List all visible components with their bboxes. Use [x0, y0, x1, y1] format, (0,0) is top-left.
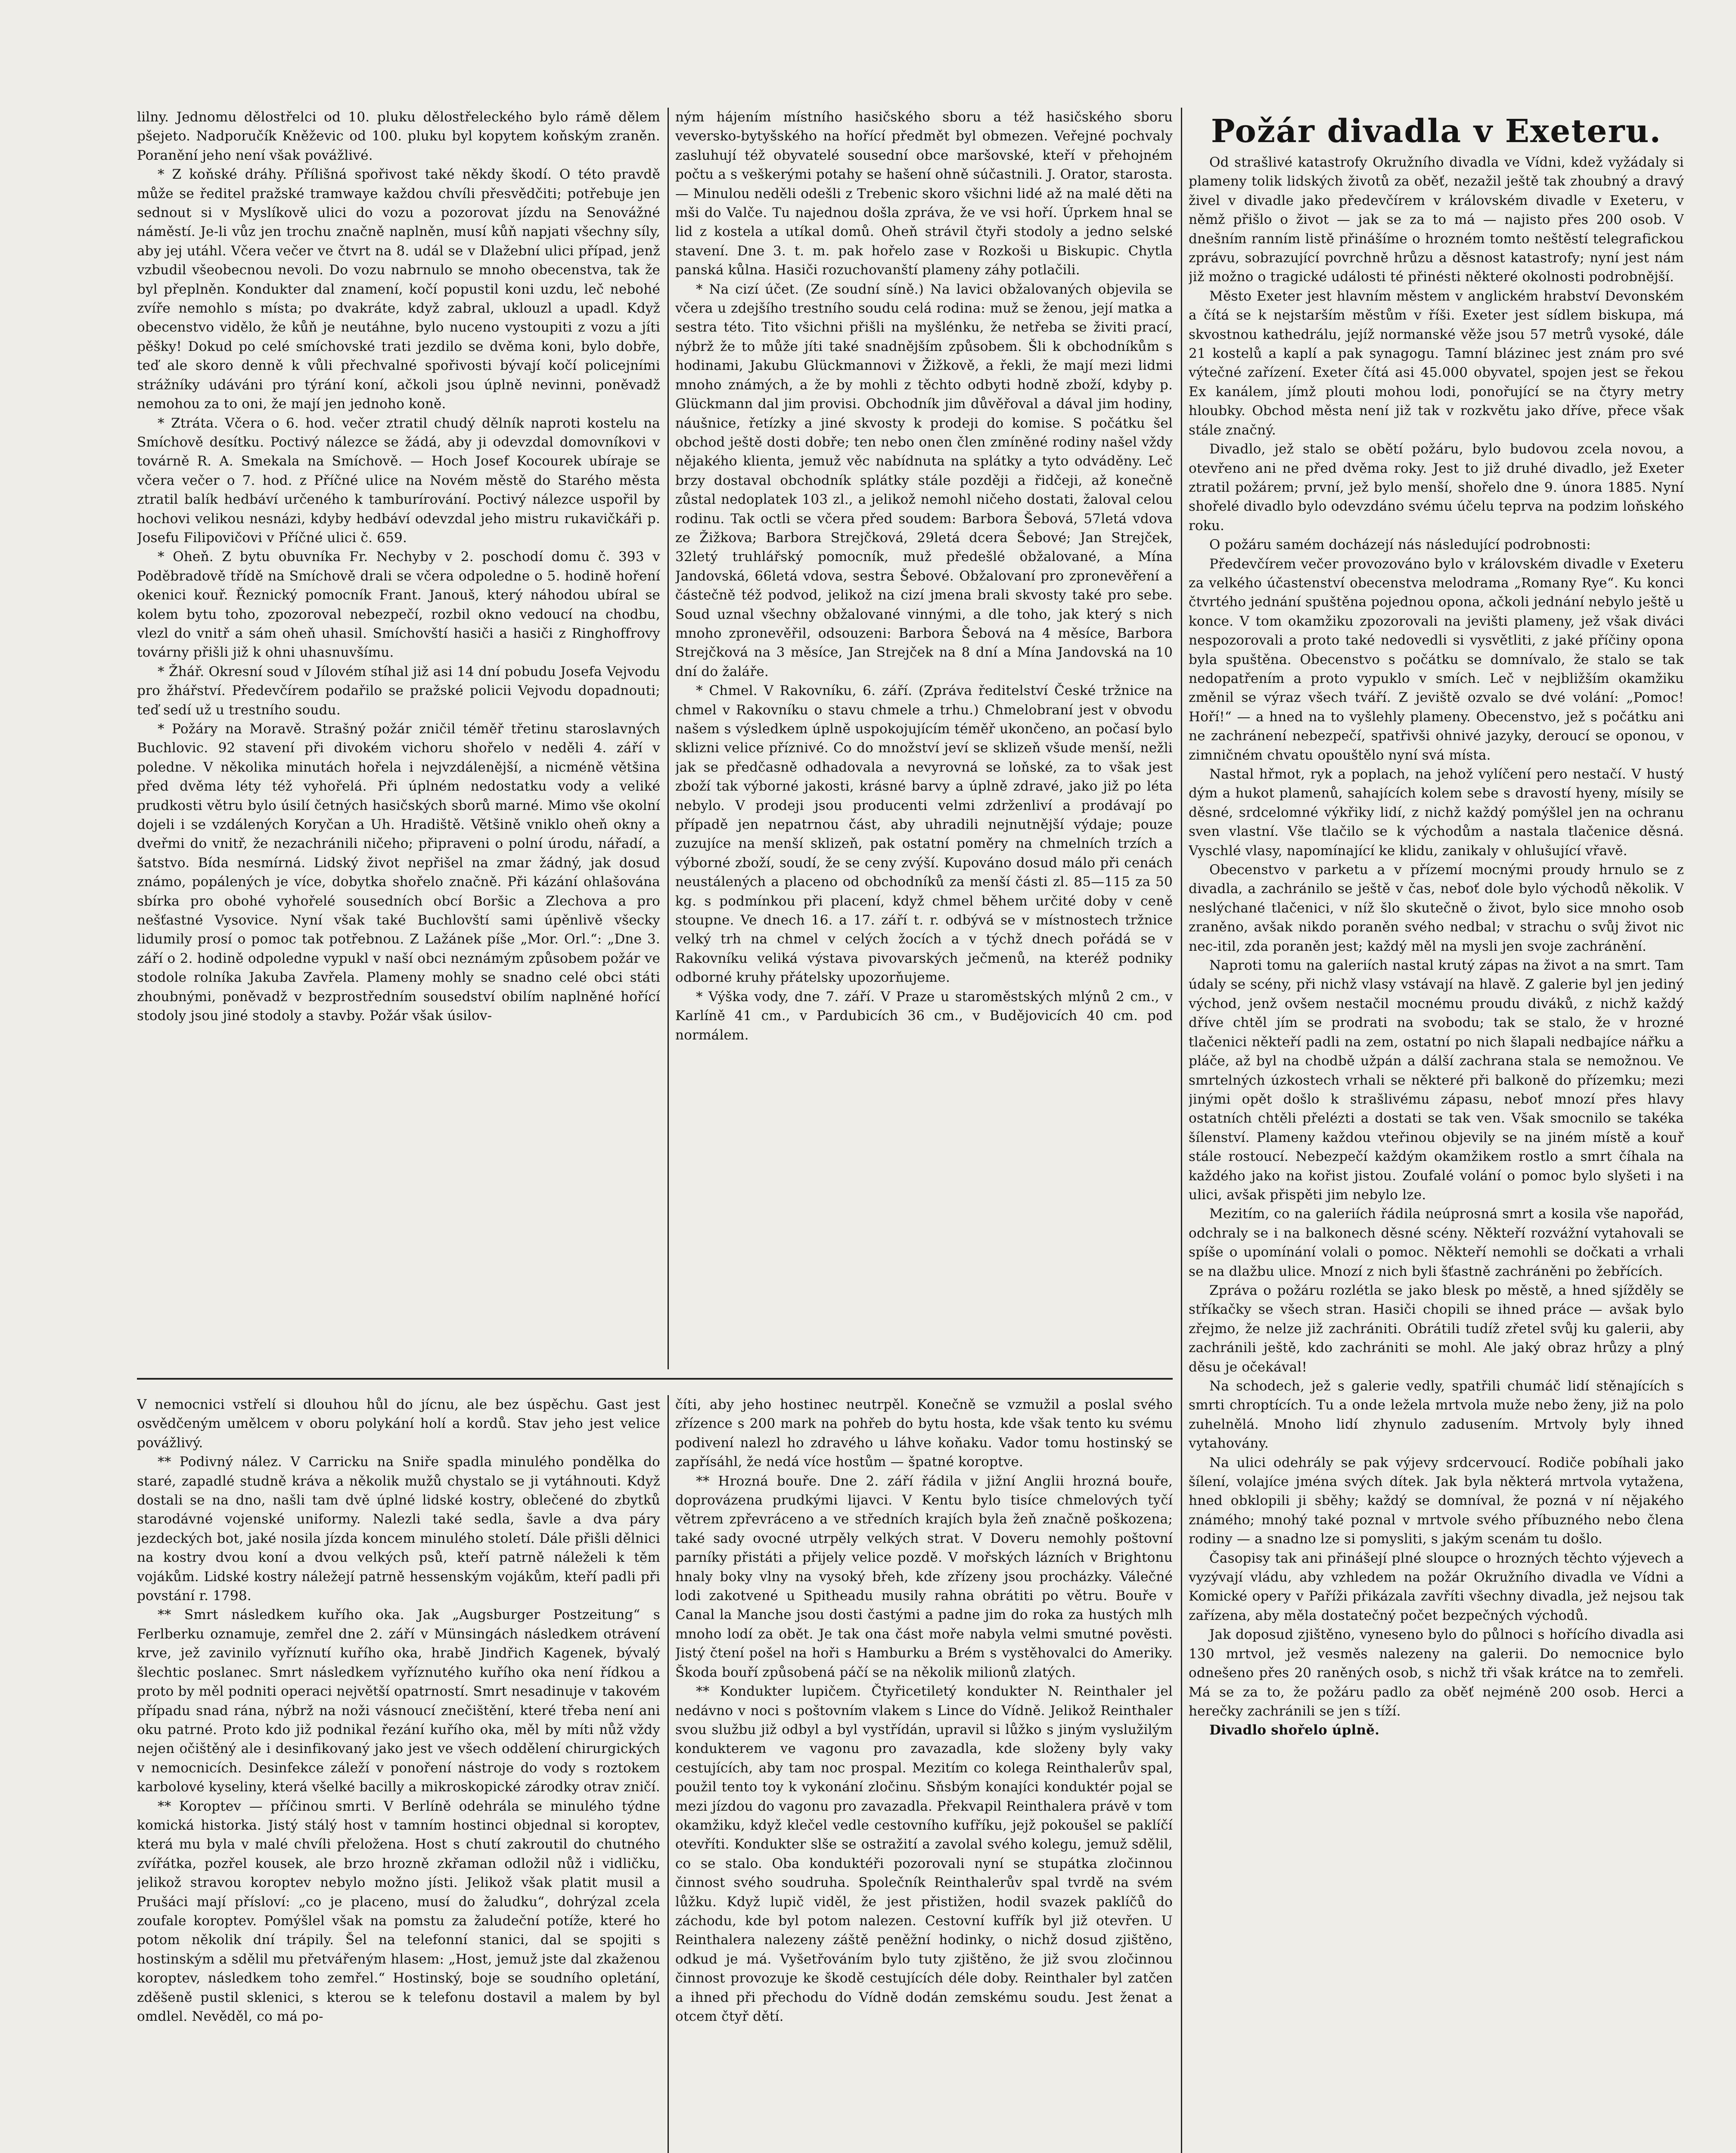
exeter-para-11: Na schodech, jež s galerie vedly, spatřili chumáč lidí stěnajících s smrti chroptících. Tu a onde ležela mrtvola muže nebo ženy, již na polo zuhelnělá. Mnoho lidí zhynulo zadusením. Mrtvoly byly ihned vytahovány. [1189, 1378, 1684, 1452]
article-strange-find: ** Podivný nález. V Carricku na Sniře spadla minulého pondělka do staré, zapadlé studně kráva a několik mužů chystalo se ji vytáhnouti. Když dostali se na dno, našli tam dvě úplné lidské kostry, oblečené do zbytků starodávné vojenské uniformy. Nalezli také sedla, šavle a dva páry jezdeckých bot, jaké nosila jízda koncem minulého století. Dále přišli dělnici na kostry dvou koní a dvou velkých psů, kteří patrně náleželi k těm vojákům. Lidské kostry náležejí patrně hessenským vojákům, kteří padli při povstání r. 1798. [137, 1454, 660, 1604]
exeter-para-3: Divadlo, jež stalo se obětí požáru, bylo budovou zcela novou, a otevřeno ani ne před dvěma roky. Jest to již druhé divadlo, jež Exeter ztratil požárem; první, jež bylo menší, shořelo dne 9. února 1885. Nyní shořelé divadlo bylo odevzdáno svému účelu teprva na podzim loňského roku. [1189, 441, 1684, 534]
exeter-para-9: Mezitím, co na galeriích řádila neúprosná smrt a kosila vše napořád, odchraly se i na balkonech děsné scény. Někteří rozvážní vytahovali se spíše o upomínání volali o pomoc. Někteří nemohli se dočkati a vrhali se na dlažbu ulice. Mnozí z nich byli šťastně zachráněni po žebřících. [1189, 1206, 1684, 1279]
exeter-para-5: Předevčírem večer provozováno bylo v královském divadle v Exeteru za velkého účastenství obecenstva melodrama „Romany Rye“. Ku konci čtvrtého jednání spuštěna pojednou opona, ačkoli jednání nebylo ještě u konce. V tom okamžiku zpozorovali na jevišti plameny, jež však diváci nespozorovali a proto také nedovedli si vysvětliti, z jaké příčiny opona byla spuštěna. Obecenstvo s počátku se domnívalo, že stalo se tak nedopatřením a proto vypuklo v smích. Leč v nejbližším okamžiku změnil se výraz všech tváří. Z jeviště ozvalo se dvé volání: „Pomoc! Hoří!“ — a hned na to vyšlehly plameny. Obecenstvo, jež s počátku ani ne zachránení nebezpečí, spatřivši ohnivé jazyky, deroucí se oponou, v zimničném chvatu opouštělo nyní svá místa. [1189, 556, 1684, 763]
exeter-para-1: Od strašlivé katastrofy Okružního divadla ve Vídni, kdež vyžádaly si plameny tolik lidských životů za oběť, nezažil ještě tak zhoubný a dravý živel v divadle jako předevčírem v královském divadle v Exeteru, v němž přišlo o život — jak se za to má — najisto přes 200 osob. V dnešním ranním listě přinášíme o hrozném tomto neštěstí telegrafickou zprávu, sobrazující povrchně hrůzu a děsnost katastrofy; nyní jest nám již možno o tragické události té přinésti některé okolnosti podrobnější. [1189, 155, 1684, 285]
article-horse-tram: * Z koňské dráhy. Přílišná spořivost také někdy škodí. O této pravdě může se ředitel pražské tramwaye každou chvíli přesvědčiti; potřebuje jen sednout si v Myslíkově ulici do vozu a pozorovat jízdu na Senovážné náměstí. Je-li vůz jen trochu značně naplněn, musí kůň napjati všechny síly, aby jej utáhl. Včera večer ve čtvrt na 8. udál se v Dlažební ulici případ, jenž vzbudil všeobecnou nevoli. Do vozu nabrnulo se mnoho obecenstva, tak že byl přeplněn. Kondukter dal znamení, kočí popustil koni uzdu, leč nebohé zvíře nemohlo s místa; po dvakráte, když zabral, uklouzl a upadl. Když obecenstvo vidělo, že kůň je neutáhne, bylo nuceno vystoupiti z vozu a jíti pěšky! Dokud po celé smíchovské trati jezdilo se dvěma koni, bylo dobře, teď ale skoro denně k vůli přechvalné spořivosti bývají kočí policejními strážníky udáváni pro týrání koní, ačkoli jsou úplně nevinni, poněvadž nemohou za to oni, že mají jen jednoho koně. [137, 167, 660, 412]
column-1-lower [137, 1395, 660, 2153]
column-3 [1189, 114, 1684, 2153]
article-fire-smichov: * Oheň. Z bytu obuvníka Fr. Nechyby v 2. poschodí domu č. 393 v Poděbradově třídě na Smíchově drali se včera odpoledne o 5. hodině hoření okenici kouř. Řeznický pomocník Frant. Janouš, který náhodou ubíral se kolem bytu toho, zpozoroval nebezpečí, rozbil okno vedoucí na chodbu, vlezl do vnitř a sám oheň uhasil. Smíchovští hasiči a hasiči z Ringhoffrovy továrny přišli již k ohni uhasnuvšímu. [137, 549, 660, 661]
exeter-para-13: Časopisy tak ani přinášejí plné sloupce o hrozných těchto výjevech a vyzývají vládu, aby vzhledem na požár Okružního divadla ve Vídni a Komické opery v Paříži přikázala zavříti všechny divadla, jež nejsou tak zařízena, aby měla dostatečný počet bezpečných východů. [1189, 1550, 1684, 1623]
article-water-level: * Výška vody, dne 7. září. V Praze u staroměstských mlýnů 2 cm., v Karlíně 41 cm., v Pardubicích 36 cm., v Budějovicích 40 cm. pod normálem. [675, 989, 1173, 1043]
article-loss: * Ztráta. Včera o 6. hod. večer ztratil chudý dělník naproti kostelu na Smíchově desítku. Poctivý nálezce se žádá, aby ji odevzdal domovníkovi v továrně R. A. Smekala na Smíchově. — Hoch Josef Kocourek ubíraje se včera večer o 7. hod. z Příčné ulice na Novém městě do Starého města ztratil balík hedbáví určeného k tamburírování. Poctivý nálezce uspořil by hochovi velikou nesnázi, kdyby hedbáví odevzdal jeho mistru rukavičkáři p. Josefu Filipovičovi v Příčné ulici č. 659. [137, 415, 660, 546]
exeter-para-14: Jak doposud zjištěno, vyneseno bylo do půlnoci s hořícího divadla asi 130 mrtvol, jež vesměs nalezeny na galerii. Do nemocnice bylo odnešeno přes 20 raněných osob, s nichž tři však krátce na to zemřeli. Má se za to, že požáru padlo za oběť nejméně 200 osob. Herci a herečky zachránili se jen s tíží. [1189, 1627, 1684, 1719]
article-court: * Na cizí účet. (Ze soudní síně.) Na lavici obžalovaných objevila se včera u zdejšího trestního soudu celá rodina: muž se ženou, její matka a sestra této. Tito všichni přišli na myšlénku, že netřeba se živiti prací, nýbrž že to může jíti také snadnějším způsobem. Šli k obchodníkům s hodinami, Jakubu Glückmannovi v Žižkově, a řekli, že mají mezi lidmi mnoho známých, a že by mohli z těchto odbyti hodně zboží, kdyby p. Glückmann dal jim provisi. Obchodník jim důvěřoval a dával jim hodiny, náušnice, řetízky a jiné skvosty k prodeji do komise. S počátku šel obchod ještě dosti dobře; ten nebo onen člen zmíněné rodiny našel vždy nějakého klienta, jemuž věc nabídnuta na splátky a tyto odváděny. Leč brzy dostaval obchodník splátky stále později a řidčeji, až konečně zůstal nedoplatek 103 zl., a jelikož nemohl ničeho dostati, žaloval celou rodinu. Tak octli se včera před soudem: Barbora Šebová, 57letá vdova ze Žižkova; Barbora Strejčková, 29letá dcera Šebové; Jan Strejček, 32letý truhlářský pomocník, muž předešlé obžalované, a Mína Jandovská, 66letá vdova, sestra Šebové. Obžalovaní pro zpronevěření a částečně též podvod, jelikož na cizí jmena brali skvosty také pro sebe. Soud uznal všechny obžalované vinnými, a dle toho, jak který s nich mnoho zpronevěřil, odsouzeni: Barbora Šebová na 4 měsíce, Barbora Strejčková na 3 měsíce, Jan Strejček na 8 dní a Mína Jandovská na 10 dní do žaláře. [675, 281, 1173, 679]
exeter-closing-line: Divadlo shořelo úplně. [1209, 1722, 1380, 1738]
article-partridge: ** Koroptev — příčinou smrti. V Berlíně odehrála se minulého týdne komická historka. Jistý stálý host v tamním hostinci objednal si koroptev, která mu byla v malé chvíli přeložena. Host s chutí zakroutil do chutného zvířátka, pozřel kousek, ale brzo hrozně zkřaman odložil nůž i vidličku, jelikož stravou koroptev nebylo možno jísti. Jelikož však platit musil a Prušáci mají přísloví: „co je placeno, musí do žaludku“, dohrýzal zcela zoufale koroptev. Pomýšlel však na pomstu za žaludeční potíže, které ho potom několik dní trápily. Šel na telefonní stanici, dal se spojiti s hostinským a sdělil mu přetvářeným hlasem: „Host, jemuž jste dal zkaženou koroptev, následkem toho zemřel.“ Hostinský, boje se soudního opletání, zděšeně pustil sklenici, s kterou se k telefonu dostavil a malem by byl omdlel. Nevěděl, co má po- [137, 1798, 660, 2024]
article-fires-continued: ným hájením místního hasičského sboru a též hasičského sboru veversko-bytyšského na hořící předmět byl obmezen. Veřejné pochvaly zasluhují též obyvatelé sousední obce maršovské, kteří v přehojném počtu a s veškerými potahy se hašení ohně súčastnili. J. Orator, starosta. — Minulou neděli odešli z Trebenic skoro všichni lidé až na malé děti na mši do Valče. Tu najednou došla zpráva, že ve vsi hoří. Úprkem hnal se lid z kostela a utíkal domů. Oheň strávil čtyři stodoly a jedno selské stavení. Dne 3. t. m. pak hořelo zase v Rozkoši u Biskupic. Chytla panská kůlna. Hasiči rozuchovanští plameny záhy potlačili. [675, 109, 1173, 278]
column-2-lower [675, 1395, 1173, 2153]
article-storm: ** Hrozná bouře. Dne 2. září řádila v jižní Anglii hrozná bouře, doprovázena prudkými lijavci. V Kentu bylo tisíce chmelových tyčí větrem zpřevráceno a ve středních krajích byla žeň značně poškozena; také sady ovocné utrpěly velkých strat. V Doveru nemohly poštovní parníky přistáti a přijely velice pozdě. V mořských lázních v Brightonu hnaly boky vlny na vysoký břeh, kde zřízeny jsou procházky. Válečné lodi zakotvené u Spitheadu musily rahna obrátiti po větru. Bouře v Canal la Manche jsou dosti častými a padne jim do roka za hustých mlh mnoho lodí za obět. Je tak ona část moře nabyla velmi smutné pověsti. Jistý čtení pošel na hoři s Hamburku a Brém s vystěhovalci do Ameriky. Škoda bouří způsobená páčí se na několik milionů zlatých. [675, 1473, 1173, 1680]
column-2-upper [675, 108, 1173, 1369]
article-artillery: lilny. Jednomu dělostřelci od 10. pluku dělostřeleckého bylo rámě dělem pšejeto. Nadporučík Kněževic od 100. pluku byl kopytem koňským zraněn. Poranění jeho není však povážlivé. [137, 109, 660, 163]
article-corn-death: ** Smrt následkem kuřího oka. Jak „Augsburger Postzeitung“ s Ferlberku oznamuje, zemřel dne 2. září v Münsingách následkem otrávení krve, jež zavinilo vyříznutí kuřího oka, hrabě Jindřich Kagenek, bývalý šlechtic poslanec. Smrt následkem vyříznutého kuřího oka není řídkou a proto by měl podniti operaci největší opatrností. Smrt nesadinuje v takovém případu snad rána, nýbrž na noži vásnoucí znečištění, které třeba není ani oku patrné. Proto kdo již podnikal řezání kuřího oka, měl by míti nůž vždy nejen očištěný ale i desinfikovaný jako jest ve všech oddělení chirurgických v nemocnicích. Desinfekce záleží v ponoření nástroje do vody s roztokem karbolové kyseliny, která všelké bacilly a mikroskopické zárodky otrav zničí. [137, 1607, 660, 1795]
column-divider-2 [668, 1395, 669, 2153]
column-1-upper [137, 108, 660, 1369]
article-partridge-continued: číti, aby jeho hostinec neutrpěl. Konečně se vzmužil a poslal svého zřízence s 200 mark na pohřeb do bytu hosta, kde však tento ku svému podivení nalezl ho zdravého u láhve koňaku. Vador tomu hostinský se zapřísáhl, že nedá více hostům — špatné koroptve. [675, 1397, 1173, 1470]
exeter-para-6: Nastal hřmot, ryk a poplach, na jehož vylíčení pero nestačí. V hustý dým a hukot plamenů, sahajících kolem sebe s dravostí hyeny, mísily se děsné, srdcelomné výkřiky lidí, z nichž každý pomýšlel jen na ochranu sven vlastní. Vše tlačilo se k východům a nastala tlačenice děsná. Vyschlé vlasy, napomínající ke klidu, zanikaly v ohlušující vřavě. [1189, 766, 1684, 859]
article-sword-swallower: V nemocnici vstřelí si dlouhou hůl do jícnu, ale bez úspěchu. Gast jest osvědčeným umělcem v oboru polykání holí a kordů. Stav jeho jest velice povážlivý. [137, 1397, 660, 1451]
column-divider-3 [1181, 108, 1182, 2153]
exeter-para-4: O požáru samém docházejí nás následující podrobnosti: [1209, 537, 1591, 553]
column-divider-1 [668, 108, 669, 1369]
exeter-para-10: Zpráva o požáru rozlétla se jako blesk po městě, a hned sjížděly se stříkačky se všech stran. Hasiči chopili se ihned práce — avšak bylo zřejmo, že nelze již zachrániti. Obrátili tudíž zřetel svůj ku galerii, aby zachránili ještě, kdo zachrániti se mohl. Ale jaký obraz hrůzy a plný děsu je očekával! [1189, 1282, 1684, 1375]
article-hops: * Chmel. V Rakovníku, 6. září. (Zpráva ředitelství České tržnice na chmel v Rakovníku o stavu chmele a trhu.) Chmelobraní jest v obvodu našem s výsledkem úplně uspokojujícím téměř ukončeno, an počasí bylo sklizni velice příznivé. Co do množství jeví se sklizeň všude menší, nežli jak se předčasně odhadovala a nevyrovná se loňské, za to však jest zboží tak výborné jakosti, krásné barvy a úplně zdravé, jako již po léta nebylo. V prodeji jsou producenti velmi zdrženliví a prodávají po případě jen nepatrnou část, aby uhradili nejnutnější výdaje; pouze zuzujíce na menší sklizeň, pak ostatní poměry na chmelních trzích a výborné zboží, soudí, že se ceny zvýší. Kupováno dosud málo při cenách neustálených a placeno od obchodníků za menší části zl. 85—115 za 50 kg. s podmínkou při placení, když chmel během určité doby v ceně stoupne. Ve dnech 16. a 17. září t. r. odbývá se v místnostech tržnice velký trh na chmel v celých žocích a v týchž dnech pořádá se v Rakovníku veliká výstava pivovarských ječmenů, na kteréž podniky odborné kruhy přátelsky upozorňujeme. [675, 683, 1173, 986]
exeter-para-7: Obecenstvo v parketu a v přízemí mocnými proudy hrnulo se z divadla, a zachránilo se ještě v čas, neboť dole bylo východů několik. V neslýchané tlačenici, v níž šlo skutečně o život, bylo sice mnoho osob zraněno, avšak nikdo poraněn svého nedbal; v strachu o svůj život nic nec-itil, zda poraněn jest; každý měl na mysli jen svoje zachránění. [1189, 862, 1684, 954]
article-conductor-thief: ** Kondukter lupičem. Čtyřicetiletý kondukter N. Reinthaler jel nedávno v noci s poštovním vlakem s Lince do Vídně. Jelikož Reinthaler svou službu již odbyl a byl vystřídán, upravil si lůžko s jiným vyslužilým kondukterem ve vagonu pro zavazadla, kde složeny byly vaky cestujících, aby tam noc prospal. Mezitím co kolega Reinthalerův spal, použil tento toy k vykonání zločinu. Sňsbým konajíci konduktér pojal se mezi jízdou do vagonu pro zavazadla. Překvapil Reinthalera právě v tom okamžiku, když klečel vedle cestovního kufříku, jejž pokoušel se paklíčí otevříti. Kondukter slše se ostražití a zavolal svého kolegu, jemuž sdělil, co se stalo. Oba konduktéři pozorovali nyní se stupátka zločinnou činnost svého soudruha. Společník Reinthalerův spal tvrdě na svém lůžku. Když lupič viděl, že jest přistižen, hodil svazek paklíčů do záchodu, kde byl potom nalezen. Cestovní kufřík byl již otevřen. U Reinthalera nalezeny záště peněžní hodinky, o nichž dosud zjištěno, odkud je má. Vyšetřováním bylo tuty zjištěno, že již svou zločinnou činnost provozuje ke škodě cestujících déle doby. Reinthaler byl zatčen a ihned při přechodu do Vídně dodán zemskému soudu. Jest ženat a otcem čtyř dětí. [675, 1684, 1173, 2024]
exeter-para-8: Naproti tomu na galeriích nastal krutý zápas na život a na smrt. Tam údaly se scény, při nichž vlasy vstávají na hlavě. Z galerie byl jen jediný východ, jenž ovšem nestačil mocnému proudu diváků, z nichž každý dříve chtěl jím se prodrati na svobodu; tak se stalo, že v hrozné tlačenici někteří padli na zem, ostatní po nich šlapali nedbajíce nářku a pláče, až byl na chodbě užpán a dálší zachrana stala se nemožnou. Ve smrtelných úzkostech vrhali se některé při balkoně do přízemku; mezi jinými opět došlo k strašlivému zápasu, neboť mnozí přes hlavy ostatních chtěli přelézti a dostati se tak ven. Však smocnilo se takéka šílenství. Plameny každou vteřinou objevily se na jiném místě a kouř stále rostoucí. Nebezpečí každým okamžikem rostlo a smrt číhala na každého jako na kořist jistou. Zoufalé volání o pomoc bylo slyšeti i na ulici, avšak přispěti jim nebylo lze. [1189, 958, 1684, 1203]
article-arsonist: * Žhář. Okresní soud v Jílovém stíhal již asi 14 dní pobudu Josefa Vejvodu pro žhářství. Předevčírem podařilo se pražské policii Vejvodu dopadnouti; teď sedí už u trestního soudu. [137, 664, 660, 718]
exeter-para-12: Na ulici odehrály se pak výjevy srdcervoucí. Rodiče pobíhali jako šílení, volajíce jména svých dítek. Jak byla některá mrtvola vytažena, hned obklopili ji sběhy; každý se domníval, že pozná v ní nějakého známého; mnohý také poznal v mrtvole svého příbuzného nebo člena rodiny — a snadno lze si pomysliti, s jakým scenám tu došlo. [1189, 1455, 1684, 1547]
headline-exeter-fire: Požár divadla v Exeteru. [1211, 114, 1662, 150]
article-fires-moravia: * Požáry na Moravě. Strašný požár zničil téměř třetinu staroslavných Buchlovic. 92 stavení při divokém vichoru shořelo v neděli 4. září v poledne. V několika minutách hořela i nejvzdálenější, a nicméně většina před dvěma léty též vyhořelá. Při úplném nedostatku vody a veliké prudkosti větru bylo úsilí četných hasičských sborů marné. Mimo vše okolní dojeli i se vzdálených Koryčan a Uh. Hradiště. Většině vniklo oheň okny a dveřmi do vnitř, že nezachránili ničeho; připraveni o polní úrodu, nářadí, a šatstvo. Bída nesmírná. Lidský život nepřišel na zmar žádný, jak dosud známo, popálených je více, dobytka shořelo značně. Při kázání ohlašována sbírka pro obohé vyhořelé sousedních obcí Boršic a Zlechova a pro nešťastné Vysovice. Nyní však také Buchlovští sami úpěnlivě všecky lidumily prosí o pomoc tak potřebnou. Z Lažánek píše „Mor. Orl.“: „Dne 3. září o 2. hodině odpoledne vypukl v naší obci neznámým způsobem požár ve stodole rolníka Jakuba Zavřela. Plameny mohly se snadno celé obci státi zhoubnými, poněvadž v bezprostředním sousedství obilím naplněné hořící stodoly jsou jiné stodoly a stavby. Požár však úsilov- [137, 721, 660, 1024]
horizontal-divider [137, 1378, 1173, 1380]
exeter-para-2: Město Exeter jest hlavním městem v anglickém hrabství Devonském a čítá se k nejstarším městům v říši. Exeter jest sídlem biskupa, má skvostnou kathedrálu, jejíž normanské věže jsou 57 metrů vysoké, dále 21 kostelů a kaplí a pak synagogu. Tamní blázinec jest znám pro své výtečné zařízení. Exeter čítá asi 45.000 obyvatel, spojen jest se řekou Ex kanálem, jímž plouti mohou lodi, ponořující se na čtyry metry hloubky. Obchod města není již tak v rozkvětu jako dříve, přece však stále značný. [1189, 288, 1684, 438]
